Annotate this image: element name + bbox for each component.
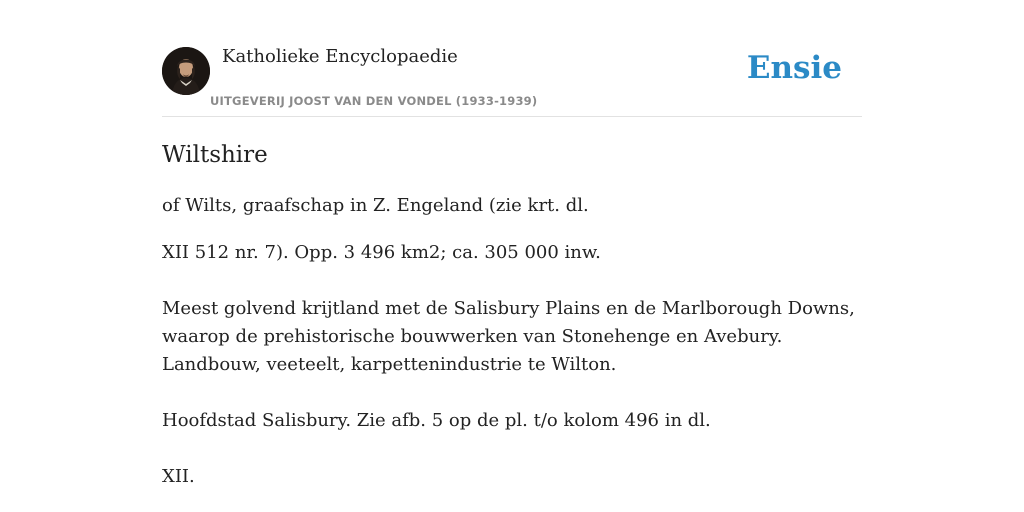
article-title: Wiltshire (162, 142, 268, 168)
article-paragraph: Meest golvend krijtland met de Salisbury Plains en de Marlborough Downs, waarop de prehistorische bouwwerken van Stonehenge en Avebury. Landbouw, veeteelt, karpettenindustrie te Wilton. (162, 298, 855, 375)
portrait-avatar-icon[interactable] (162, 47, 210, 95)
ensie-logo[interactable]: Ensie (746, 50, 842, 86)
source-subtitle: UITGEVERIJ JOOST VAN DEN VONDEL (1933-1939) (210, 94, 538, 108)
source-header (162, 40, 862, 117)
article-paragraph: of Wilts, graafschap in Z. Engeland (zie krt. dl. (162, 195, 589, 216)
article-paragraph: XII. (162, 466, 195, 487)
article-paragraph: Hoofdstad Salisbury. Zie afb. 5 op de pl. t/o kolom 496 in dl. (162, 410, 711, 431)
source-title-link[interactable]: Katholieke Encyclopaedie (222, 46, 458, 67)
article-paragraph: XII 512 nr. 7). Opp. 3 496 km2; ca. 305 000 inw. (162, 242, 601, 263)
article-content (162, 138, 866, 491)
portrait-avatar-image (162, 47, 210, 95)
